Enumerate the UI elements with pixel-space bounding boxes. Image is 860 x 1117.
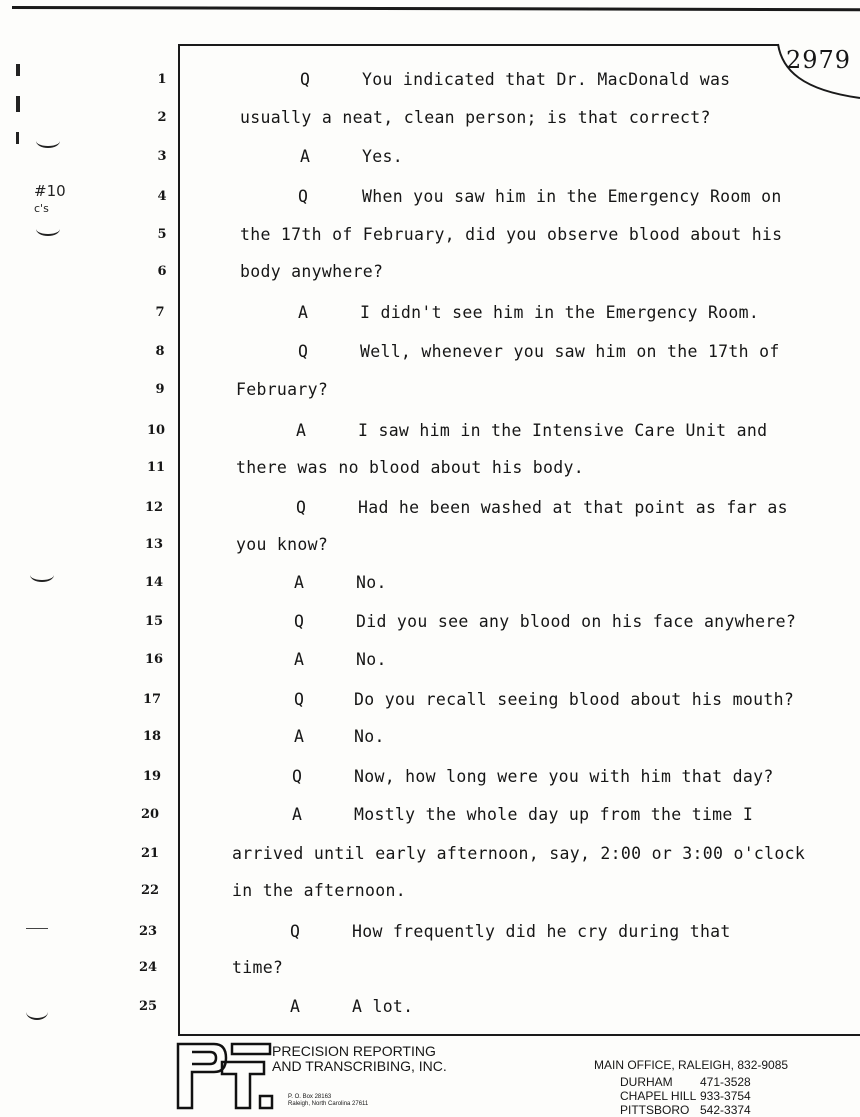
line-number: 14 — [144, 575, 164, 590]
transcript-line: arrived until early afternoon, say, 2:00 or 3:00 o'clock — [232, 844, 806, 863]
line-number: 10 — [146, 423, 166, 438]
office-line — [620, 1075, 760, 1089]
office-city: PITTSBORO — [620, 1103, 690, 1117]
transcript-line: No. — [356, 573, 387, 592]
transcript-line: usually a neat, clean person; is that correct? — [240, 108, 711, 127]
transcript-line: Did you see any blood on his face anywhere? — [356, 612, 797, 631]
margin-tick — [16, 96, 20, 112]
speaker-label: Q — [294, 612, 305, 631]
line-number: 19 — [142, 769, 162, 784]
speaker-label: Q — [290, 922, 301, 941]
main-office: MAIN OFFICE, RALEIGH, 832-9085 — [594, 1058, 789, 1072]
line-number: 9 — [155, 382, 165, 397]
office-city: DURHAM — [620, 1075, 673, 1089]
transcript-line: you know? — [236, 535, 329, 554]
line-number: 12 — [144, 500, 164, 515]
speaker-label: A — [294, 727, 305, 746]
company-name — [272, 1044, 447, 1074]
company-address — [288, 1094, 368, 1108]
transcript-line: No. — [354, 727, 385, 746]
speaker-label: Q — [298, 187, 309, 206]
transcript-line: Now, how long were you with him that day? — [354, 767, 774, 786]
transcript-line: Do you recall seeing blood about his mouth? — [354, 690, 795, 709]
line-number: 18 — [142, 729, 162, 744]
margin-scribble: c's — [34, 202, 49, 215]
speaker-label: A — [294, 650, 305, 669]
line-number: 22 — [140, 883, 160, 898]
page-number: 2979 — [786, 46, 852, 74]
office-line — [620, 1089, 760, 1103]
transcript-line: When you saw him in the Emergency Room on — [362, 187, 782, 206]
line-number: 15 — [144, 614, 164, 629]
line-number: 7 — [155, 305, 165, 320]
speaker-label: Q — [300, 70, 311, 89]
line-number: 5 — [157, 227, 167, 242]
office-line — [620, 1103, 760, 1117]
line-number: 4 — [157, 189, 167, 204]
line-number: 8 — [155, 344, 165, 359]
transcript-line: the 17th of February, did you observe blood about his — [240, 225, 783, 244]
line-number: 20 — [140, 807, 160, 822]
transcript-line: I didn't see him in the Emergency Room. — [360, 303, 760, 322]
company-name-line1: PRECISION REPORTING — [272, 1043, 436, 1059]
transcript-line: there was no blood about his body. — [236, 458, 584, 477]
transcript-line: in the afternoon. — [232, 881, 406, 900]
speaker-label: A — [300, 147, 311, 166]
line-number: 23 — [138, 924, 158, 939]
line-number: 2 — [157, 110, 167, 125]
speaker-label: A — [294, 573, 305, 592]
transcript-line: time? — [232, 958, 284, 977]
margin-mark — [26, 1004, 48, 1020]
transcript-line: How frequently did he cry during that — [352, 922, 731, 941]
line-number: 16 — [144, 652, 164, 667]
margin-tick — [16, 132, 19, 144]
transcript-line: Well, whenever you saw him on the 17th of — [360, 342, 780, 361]
office-city: CHAPEL HILL — [620, 1089, 697, 1103]
address-line2: Raleigh, North Carolina 27611 — [288, 1101, 369, 1107]
line-number: 25 — [138, 999, 158, 1014]
speaker-label: A — [292, 805, 303, 824]
speaker-label: A — [290, 997, 301, 1016]
speaker-label: A — [298, 303, 309, 322]
margin-mark — [26, 928, 48, 929]
speaker-label: A — [296, 421, 307, 440]
line-number: 1 — [157, 72, 167, 87]
margin-mark — [30, 568, 54, 582]
margin-mark — [36, 222, 60, 236]
line-number: 6 — [157, 264, 167, 279]
transcript-line: body anywhere? — [240, 262, 384, 281]
speaker-label: Q — [296, 498, 307, 517]
transcript-line: I saw him in the Intensive Care Unit and — [358, 421, 768, 440]
top-rule — [12, 6, 860, 11]
line-number: 13 — [144, 537, 164, 552]
transcript-line: Mostly the whole day up from the time I — [354, 805, 754, 824]
transcript-line: A lot. — [352, 997, 414, 1016]
company-logo — [174, 1040, 276, 1112]
transcript-line: February? — [236, 380, 329, 399]
frame-top-border — [178, 44, 778, 46]
office-phone: 933-3754 — [700, 1089, 751, 1103]
office-phone: 471-3528 — [700, 1075, 751, 1089]
margin-tick — [16, 64, 20, 76]
line-number: 11 — [146, 460, 166, 475]
speaker-label: Q — [298, 342, 309, 361]
margin-mark — [36, 134, 60, 148]
address-line1: P. O. Box 28163 — [288, 1094, 332, 1100]
transcript-line: Had he been washed at that point as far as — [358, 498, 788, 517]
speaker-label: Q — [294, 690, 305, 709]
line-number: 24 — [138, 960, 158, 975]
speaker-label: Q — [292, 767, 303, 786]
exhibit-note: #10 — [34, 182, 66, 200]
line-number: 17 — [142, 692, 162, 707]
transcript-line: No. — [356, 650, 387, 669]
company-name-line2: AND TRANSCRIBING, INC. — [272, 1058, 447, 1074]
transcript-line: Yes. — [362, 147, 403, 166]
transcript-line: You indicated that Dr. MacDonald was — [362, 70, 731, 89]
line-number: 21 — [140, 846, 160, 861]
frame-bottom-border — [178, 1034, 860, 1036]
office-phone: 542-3374 — [700, 1103, 751, 1117]
line-number: 3 — [157, 149, 167, 164]
